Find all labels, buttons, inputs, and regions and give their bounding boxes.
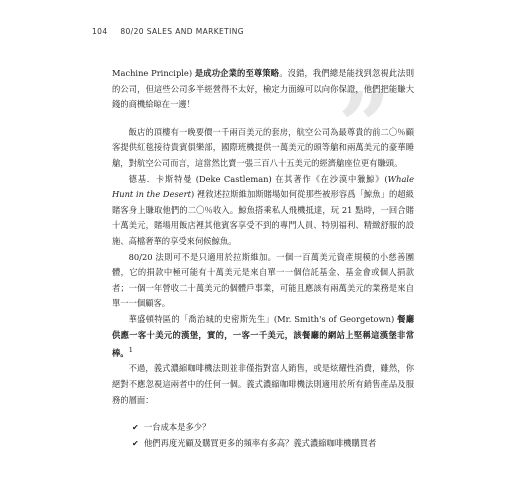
paragraph-1-rest: 。沒錯，我們總是能找到忽視此法則的公司，但這些公司多半經營得不太好，檢定力面線可以向你保證，他們把能賺大錢的商機給晾在一邊！ (112, 68, 414, 110)
page-body (112, 66, 414, 452)
checklist (112, 420, 414, 452)
paragraph-1-lead: Machine Principle) (112, 68, 195, 78)
page-number: 104 (92, 27, 108, 36)
paragraph-3 (112, 172, 414, 250)
paragraph-3-lead: 德基．卡斯特曼 (Deke Castleman) 在其著作《在沙漠中獵鯨》( (128, 173, 388, 184)
paragraph-2: 飯店的頂樓有一晚要價一千兩百美元的套房，航空公司為最尊貴的前二〇％顧客提供紅毯接待貴賓俱樂部，國際班機提供一萬美元的頭等艙和兩萬美元的豪華睡艙，對航空公司而言，這當然比賣一張三百八十五美元的經濟艙座位更有賺頭。 (112, 126, 414, 168)
checkmark-icon: ✔ (132, 439, 139, 449)
paragraph-5-emphasis: 餐廳供應一客十美元的漢堡，實的，一客一千美元，該餐廳的網站上堅稱這漢堡非常棒。 (112, 313, 414, 358)
book-title: Whale Hunt in the Desert (112, 173, 414, 200)
paragraph-5-lead: 華盛頓特區的「喬治城的史密斯先生」(Mr. Smith's of Georgetown) (128, 313, 398, 324)
paragraph-4: 80/20 法則可不是只適用於拉斯維加。一個一百萬美元資產規模的小慈善團體，它的捐款中極可能有十萬美元是來自單一一個信託基金、基金會或個人捐款者；一個一年營收二十萬美元的個體戶事業，可能且應該有兩萬美元的業務是來自單一一個顧客。 (112, 251, 414, 309)
quote-mark-decoration: ” (338, 72, 391, 180)
paragraph-6: 不過，義式濃縮咖啡機法則並非僅指對富人銷售，或是炫耀性消費，雖然，你絕對不應忽視這兩者中的任何一個。義式濃縮咖啡機法則適用於所有銷售產品及服務的層面： (112, 363, 414, 405)
checkmark-icon: ✔ (132, 423, 139, 433)
paragraph-3-rest: ) 裡敘述拉斯維加斯賭場如何從那些被形容爲「鯨魚」的超級賭客身上賺取他們的二〇％收入。鯨魚搭乘私人飛機抵達，玩 21 點時，一回合賭十萬美元，賭場用飯店裡其他賓客享受不到的專門人員、特別福利、精緻舒服的設施、高檔奢華的享受來伺候鯨魚。 (112, 189, 414, 246)
list-item-text: 一台成本是多少？ (144, 422, 211, 433)
paragraph-5 (112, 312, 414, 362)
paragraph-1-emphasis: 是成功企業的至尊策略 (194, 68, 280, 78)
list-item (112, 420, 414, 436)
running-header (92, 27, 244, 36)
footnote-marker: 1 (128, 346, 134, 355)
paragraph-1 (112, 66, 414, 113)
list-item (112, 436, 414, 452)
list-item-text: 他們再度光顧及購買更多的頻率有多高？義式濃縮咖啡機購買者 (144, 438, 377, 449)
running-title: 80/20 SALES AND MARKETING (120, 27, 244, 36)
